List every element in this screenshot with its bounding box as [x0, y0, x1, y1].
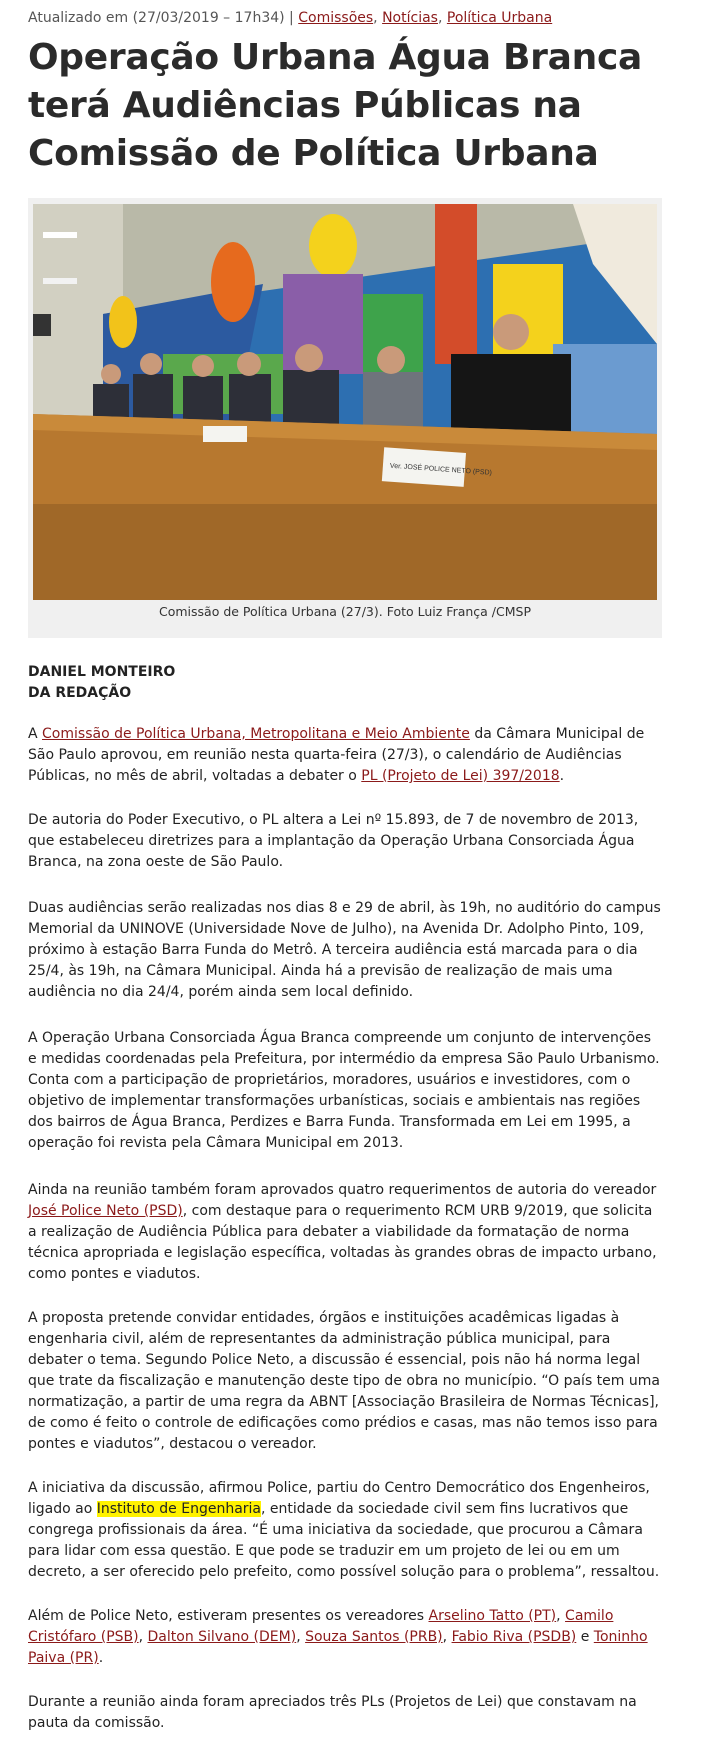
article-meta: Atualizado em (27/03/2019 – 17h34) | Comissões, Notícias, Política Urbana: [28, 10, 553, 26]
separator: ,: [138, 1629, 148, 1645]
paragraph-2: De autoria do Poder Executivo, o PL altera a Lei nº 15.893, de 7 de novembro de 2013, que estabeleceu diretrizes para a implantação da Operação Urbana Consorciada Água Branca, na zona oeste de São Paulo.: [28, 812, 639, 870]
category-link-comissoes[interactable]: Comissões: [298, 10, 374, 26]
text-span: Além de Police Neto, estiveram presentes os vereadores: [28, 1608, 429, 1624]
nameplate-text: Ver. JOSÉ POLICE NETO (PSD): [389, 462, 493, 477]
category-link-politica-urbana[interactable]: Política Urbana: [446, 10, 553, 26]
updated-date: Atualizado em (27/03/2019 – 17h34) |: [28, 10, 294, 26]
bill-link[interactable]: PL (Projeto de Lei) 397/2018: [361, 768, 560, 784]
meeting-photo-illustration: [33, 204, 657, 600]
paragraph-5: [28, 1180, 662, 1285]
paragraph-8: [28, 1606, 662, 1669]
councilor-link[interactable]: Souza Santos (PRB): [305, 1629, 443, 1645]
author-desk: DA REDAÇÃO: [28, 685, 132, 701]
paragraph-7: [28, 1478, 662, 1583]
text-span: .: [98, 1650, 104, 1666]
text-span: .: [559, 768, 565, 784]
text-span: da Câmara Municipal de São Paulo aprovou, em reunião nesta quarta-feira (27/3), o calendário de Audiências Públicas, no mês de abril, voltadas a debater o: [28, 726, 645, 784]
separator: ,: [296, 1629, 306, 1645]
councilor-link-police-neto[interactable]: José Police Neto (PSD): [28, 1203, 183, 1219]
commission-link[interactable]: Comissão de Política Urbana, Metropolitana e Meio Ambiente: [42, 726, 470, 742]
separator: ,: [556, 1608, 566, 1624]
text-span: A: [28, 726, 43, 742]
councilor-link[interactable]: Arselino Tatto (PT): [428, 1608, 557, 1624]
photo-caption: Comissão de Política Urbana (27/3). Foto Luiz França /CMSP: [159, 604, 531, 619]
paragraph-6: A proposta pretende convidar entidades, órgãos e instituições acadêmicas ligadas à engenharia civil, além de representantes da administração pública municipal, para debater o tema. Segundo Police Neto, a discussão é essencial, pois não há norma legal que trate da fiscalização e manutenção deste tipo de obra no município. “O país tem uma normatização, a partir de uma regra da ABNT [Associação Brasileira de Normas Técnicas], de como é feito o controle de edificações como prédios e casas, mas não temos isso para pontes e viadutos”, destacou o vereador.: [28, 1310, 660, 1452]
separator: ,: [442, 1629, 452, 1645]
text-span: , com destaque para o requerimento RCM URB 9/2019, que solicita a realização de Audiência Pública para debater a viabilidade da formatação de norma técnica apropriada e legislação específica, voltadas às grandes obras de impacto urbano, como pontes e viadutos.: [28, 1203, 657, 1282]
councilor-link[interactable]: Toninho Paiva (PR): [28, 1629, 648, 1666]
paragraph-3: Duas audiências serão realizadas nos dias 8 e 29 de abril, às 19h, no auditório do campus Memorial da UNINOVE (Universidade Nove de Julho), na Avenida Dr. Adolpho Pinto, 109, próximo à estação Barra Funda do Metrô. A terceira audiência está marcada para o dia 25/4, às 19h, na Câmara Municipal. Ainda há a previsão de realização de mais uma audiência no dia 24/4, porém ainda sem local definido.: [28, 900, 661, 1000]
category-link-noticias[interactable]: Notícias: [382, 10, 438, 26]
councilor-link[interactable]: Fabio Riva (PSDB): [451, 1629, 577, 1645]
text-span: Ainda na reunião também foram aprovados quatro requerimentos de autoria do vereador: [28, 1182, 657, 1198]
author-byline: [28, 662, 175, 704]
article-figure: [28, 198, 662, 638]
highlighted-term: Instituto de Engenharia: [96, 1501, 262, 1517]
article-photo: [33, 204, 657, 600]
article-title: Operação Urbana Água Branca terá Audiências Públicas na Comissão de Política Urbana: [28, 37, 642, 174]
paragraph-4: A Operação Urbana Consorciada Água Branca compreende um conjunto de intervenções e medidas coordenadas pela Prefeitura, por intermédio da empresa São Paulo Urbanismo. Conta com a participação de proprietários, moradores, usuários e investidores, com o objetivo de implementar transformações urbanísticas, sociais e ambientais nas regiões dos bairros de Água Branca, Perdizes e Barra Funda. Transformada em Lei em 1995, a operação foi revista pela Câmara Municipal em 2013.: [28, 1030, 660, 1151]
paragraph-1: [28, 724, 662, 787]
author-name: DANIEL MONTEIRO: [28, 664, 176, 680]
paragraph-9: Durante a reunião ainda foram apreciados três PLs (Projetos de Lei) que constavam na pauta da comissão.: [28, 1694, 637, 1731]
separator: e: [576, 1629, 594, 1645]
text-span: , entidade da sociedade civil sem fins lucrativos que congrega profissionais da área. “É uma iniciativa da sociedade, que procurou a Câmara para lidar com essa questão. E que pode se traduzir em um projeto de lei ou em um decreto, a ser oferecido pelo prefeito, como possível solução para o problema”, ressaltou.: [28, 1501, 660, 1580]
councilor-link[interactable]: Dalton Silvano (DEM): [147, 1629, 297, 1645]
text-span: A iniciativa da discussão, afirmou Police, partiu do Centro Democrático dos Engenheiros, ligado ao: [28, 1480, 650, 1517]
councilor-link[interactable]: Camilo Cristófaro (PSB): [28, 1608, 614, 1645]
